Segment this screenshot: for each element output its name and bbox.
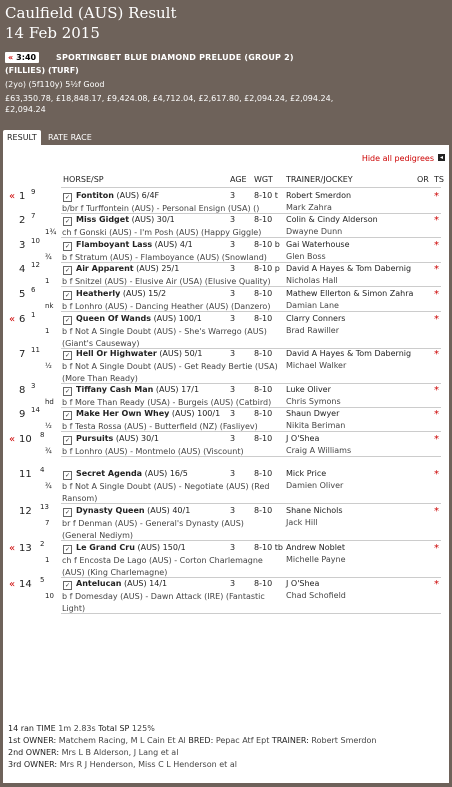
tracker-checkbox-icon[interactable]: ✓: [64, 509, 71, 516]
race-header: [0, 0, 452, 120]
pedigree: b f Not A Single Doubt (AUS) - Negotiate (AUS) (Red Ransom): [62, 482, 270, 503]
header-divider: [61, 187, 441, 188]
row-divider: [61, 262, 441, 263]
race-time-badge[interactable]: [5, 52, 39, 63]
jockey-name[interactable]: Nicholas Hall: [286, 276, 338, 285]
pedigree: br f Denman (AUS) - General's Dynasty (AUS) (General Nediym): [62, 519, 244, 540]
pedigree: ch f Encosta De Lago (AUS) - Corton Charlemagne (AUS) (King Charlemagne): [62, 556, 263, 577]
topspeed-star-icon: *: [434, 240, 439, 251]
horse-name-sp[interactable]: [76, 191, 159, 200]
prize-money: £63,350.78, £18,848.17, £9,424.08, £4,712.04, £2,617.80, £2,094.24, £2,094.24, £2,094.24: [5, 94, 334, 114]
row-divider: [61, 286, 441, 287]
horse-name[interactable]: Fontiton: [76, 191, 114, 200]
horse-weight: 8-10: [254, 434, 273, 443]
pedigree: b f Not A Single Doubt (AUS) - Get Ready Bertie (USA) (More Than Ready): [62, 362, 278, 383]
horse-name[interactable]: Queen Of Wands: [76, 314, 152, 323]
horse-name[interactable]: Air Apparent: [76, 264, 134, 273]
jockey-name[interactable]: Mark Zahra: [286, 203, 332, 212]
trainer-name[interactable]: Andrew Noblet: [286, 543, 345, 552]
finish-position: « 6: [9, 314, 26, 325]
row-divider: [61, 407, 441, 408]
beaten-margin: ½: [45, 422, 52, 430]
horse-weight: 8-10: [254, 409, 273, 418]
race-date: 14 Feb 2015: [5, 24, 100, 42]
pedigree: b f Stratum (AUS) - Flamboyance (AUS) (Snowland): [62, 253, 267, 262]
stall-draw: 14: [31, 406, 40, 414]
stall-draw: 4: [40, 466, 45, 474]
horse-weight: 8-10: [254, 469, 273, 478]
horse-weight: 8-10: [254, 314, 273, 323]
beaten-margin: ¾: [45, 253, 52, 261]
result-panel: [3, 145, 449, 783]
beaten-margin: 10: [45, 592, 54, 600]
row-divider: [61, 503, 441, 504]
horse-weight: 8-10: [254, 506, 273, 515]
runner-arrow-icon[interactable]: «: [9, 191, 16, 202]
tracker-checkbox-icon[interactable]: ✓: [64, 317, 71, 324]
horse-name[interactable]: Dynasty Queen: [76, 506, 145, 515]
trainer-name[interactable]: David A Hayes & Tom Dabernig: [286, 349, 412, 358]
trainer-name[interactable]: Shane Nichols: [286, 506, 343, 515]
race-time: 3:40: [16, 53, 37, 62]
finish-position: 8: [19, 385, 26, 396]
topspeed-star-icon: *: [434, 264, 439, 275]
headgear: b: [274, 240, 280, 249]
topspeed-star-icon: *: [434, 579, 439, 590]
pedigree: b f Not A Single Doubt (AUS) - She's Warrego (AUS) (Giant's Causeway): [62, 327, 267, 348]
horse-sp: (AUS) 25/1: [136, 264, 180, 273]
stall-draw: 2: [40, 540, 45, 548]
jockey-name[interactable]: Damien Oliver: [286, 481, 344, 490]
previous-race-arrow-icon[interactable]: «: [8, 53, 14, 62]
tracker-checkbox-icon[interactable]: ✓: [64, 194, 71, 201]
trainer-name[interactable]: Clarry Conners: [286, 314, 346, 323]
pedigree: b f Domesday (AUS) - Dawn Attack (IRE) (Fantastic Light): [62, 592, 265, 613]
jockey-name[interactable]: Brad Rawiller: [286, 326, 340, 335]
horse-name-sp[interactable]: [76, 434, 159, 443]
horse-age: 3: [230, 314, 236, 323]
horse-weight: 8-10 t: [254, 191, 278, 200]
horse-sp: (AUS) 30/1: [115, 434, 159, 443]
topspeed-star-icon: *: [434, 314, 439, 325]
horse-name[interactable]: Miss Gidget: [76, 215, 130, 224]
page-title: Caulfield (AUS) Result: [5, 4, 177, 22]
col-header-or: OR: [417, 175, 429, 184]
trainer-name[interactable]: Gai Waterhouse: [286, 240, 350, 249]
tracker-checkbox-icon[interactable]: ✓: [64, 218, 71, 225]
tracker-checkbox-icon[interactable]: ✓: [64, 388, 71, 395]
beaten-margin: 1: [45, 327, 50, 335]
horse-age: 3: [230, 506, 236, 515]
horse-name-sp[interactable]: [76, 289, 166, 298]
first-owner-line: 1st OWNER: Matchem Racing, M L Cain Et Al BRED: Pepac Atf Ept TRAINER: Robert Smerdon: [8, 736, 377, 745]
trainer-name[interactable]: David A Hayes & Tom Dabernig: [286, 264, 412, 273]
row-divider: [61, 311, 441, 312]
horse-name-sp[interactable]: [76, 215, 175, 224]
col-header-wgt: WGT: [254, 175, 273, 184]
finish-position: « 13: [9, 543, 32, 554]
horse-age: 3: [230, 409, 236, 418]
horse-name-sp[interactable]: [76, 469, 188, 478]
beaten-margin: ¾: [45, 482, 52, 490]
beaten-margin: 1: [45, 277, 50, 285]
jockey-name[interactable]: Chris Symons: [286, 397, 341, 406]
horse-sp: (AUS) 16/5: [144, 469, 188, 478]
horse-name-sp[interactable]: [76, 506, 190, 515]
trainer-name[interactable]: Shaun Dwyer: [286, 409, 340, 418]
jockey-name[interactable]: Michelle Payne: [286, 555, 346, 564]
row-divider: [61, 237, 441, 238]
horse-weight: 8-10 b: [254, 240, 280, 249]
horse-name-sp[interactable]: [76, 385, 199, 394]
race-name-continued: (FILLIES) (TURF): [5, 66, 79, 75]
stall-draw: 1: [31, 311, 36, 319]
tracker-checkbox-icon[interactable]: ✓: [64, 412, 71, 419]
horse-sp: (AUS) 100/1: [153, 314, 202, 323]
horse-age: 3: [230, 264, 236, 273]
stall-draw: 13: [40, 503, 49, 511]
hide-pedigrees-link[interactable]: Hide all pedigrees: [361, 154, 434, 163]
topspeed-star-icon: *: [434, 289, 439, 300]
horse-name-sp[interactable]: [76, 349, 202, 358]
horse-weight: 8-10 p: [254, 264, 280, 273]
row-divider: [61, 431, 441, 432]
jockey-name[interactable]: Dwayne Dunn: [286, 227, 343, 236]
pedigree: b f Lonhro (AUS) - Dancing Heather (AUS) (Danzero): [62, 302, 271, 311]
tracker-checkbox-icon[interactable]: ✓: [64, 352, 71, 359]
horse-name[interactable]: Le Grand Cru: [76, 543, 135, 552]
row-divider: [61, 383, 441, 384]
horse-sp: (AUS) 17/1: [155, 385, 200, 394]
horse-sp: (AUS) 150/1: [137, 543, 186, 552]
horse-sp: (AUS) 14/1: [123, 579, 168, 588]
horse-age: 3: [230, 191, 236, 200]
topspeed-star-icon: *: [434, 385, 439, 396]
topspeed-star-icon: *: [434, 506, 439, 517]
finish-position: « 1: [9, 191, 26, 202]
stall-draw: 5: [40, 576, 45, 584]
beaten-margin: 1: [45, 556, 50, 564]
jockey-name[interactable]: Craig A Williams: [286, 446, 352, 455]
trainer-name[interactable]: Robert Smerdon: [286, 191, 352, 200]
topspeed-star-icon: *: [434, 409, 439, 420]
beaten-margin: nk: [45, 302, 54, 310]
horse-name[interactable]: Antelucan: [76, 579, 122, 588]
stall-draw: 12: [31, 261, 40, 269]
jockey-name[interactable]: Jack Hill: [286, 518, 318, 527]
horse-name-sp[interactable]: [76, 543, 186, 552]
jockey-name[interactable]: Michael Walker: [286, 361, 347, 370]
finish-position: « 10: [9, 434, 32, 445]
beaten-margin: ½: [45, 362, 52, 370]
horse-age: 3: [230, 579, 236, 588]
horse-age: 3: [230, 349, 236, 358]
horse-sp: (AUS) 40/1: [147, 506, 191, 515]
beaten-margin: hd: [45, 398, 54, 406]
finish-position: 9: [19, 409, 26, 420]
trainer-name[interactable]: Colin & Cindy Alderson: [286, 215, 378, 224]
topspeed-star-icon: *: [434, 469, 439, 480]
tracker-checkbox-icon[interactable]: ✓: [64, 437, 71, 444]
pedigree: b f Testa Rossa (AUS) - Butterfield (NZ) (Fasliyev): [62, 422, 258, 431]
topspeed-star-icon: *: [434, 543, 439, 554]
pedigree: ch f Gonski (AUS) - I'm Posh (AUS) (Happy Giggle): [62, 228, 262, 237]
row-divider: [61, 456, 441, 457]
stall-draw: 7: [31, 212, 36, 220]
stall-draw: 10: [31, 237, 40, 245]
stall-draw: 11: [31, 346, 40, 354]
race-summary: 14 ran TIME 1m 2.83s Total SP 125%: [8, 724, 155, 733]
tab-bar: [0, 126, 452, 145]
row-divider: [61, 613, 441, 614]
tracker-checkbox-icon[interactable]: ✓: [64, 546, 71, 553]
trainer-name[interactable]: Luke Oliver: [286, 385, 331, 394]
horse-name[interactable]: Make Her Own Whey: [76, 409, 170, 418]
horse-sp: (AUS) 6/4F: [116, 191, 160, 200]
pedigree: b f More Than Ready (USA) - Burgeis (AUS) (Catbird): [62, 398, 272, 407]
topspeed-star-icon: *: [434, 434, 439, 445]
horse-weight: 8-10: [254, 385, 273, 394]
row-divider: [61, 540, 441, 541]
horse-name[interactable]: Tiffany Cash Man: [76, 385, 154, 394]
row-divider: [61, 577, 441, 578]
horse-name[interactable]: Heatherly: [76, 289, 121, 298]
horse-name-sp[interactable]: [76, 314, 202, 323]
finish-position: 2: [19, 215, 26, 226]
horse-name-sp[interactable]: [76, 409, 220, 418]
horse-sp: (AUS) 30/1: [131, 215, 175, 224]
tracker-checkbox-icon[interactable]: ✓: [64, 267, 71, 274]
tracker-checkbox-icon[interactable]: ✓: [64, 243, 71, 250]
stall-draw: 6: [31, 286, 36, 294]
horse-age: 3: [230, 434, 236, 443]
row-divider: [61, 213, 441, 214]
beaten-margin: ¾: [45, 447, 52, 455]
stall-draw: 8: [40, 431, 45, 439]
beaten-margin: 1¾: [45, 228, 57, 236]
finish-position: « 14: [9, 579, 32, 590]
col-header-age: AGE: [230, 175, 247, 184]
topspeed-star-icon: *: [434, 215, 439, 226]
tracker-checkbox-icon[interactable]: ✓: [64, 582, 71, 589]
jockey-name[interactable]: Damian Lane: [286, 301, 339, 310]
runner-arrow-icon[interactable]: «: [9, 434, 16, 445]
stall-draw: 3: [31, 382, 36, 390]
headgear: tb: [274, 543, 283, 552]
pedigree: b f Lonhro (AUS) - Montmelo (AUS) (Viscount): [62, 447, 244, 456]
horse-name[interactable]: Hell Or Highwater: [76, 349, 157, 358]
runner-arrow-icon[interactable]: «: [9, 579, 16, 590]
finish-position: 4: [19, 264, 26, 275]
trainer-name[interactable]: J O'Shea: [286, 434, 320, 443]
tab-rate-race[interactable]: RATE RACE: [48, 133, 92, 142]
tab-result[interactable]: RESULT: [3, 130, 41, 145]
horse-sp: (AUS) 50/1: [159, 349, 203, 358]
horse-weight: 8-10: [254, 579, 273, 588]
horse-age: 3: [230, 215, 236, 224]
race-conditions: (2yo) (5f110y) 5½f Good: [5, 80, 105, 89]
horse-age: 3: [230, 543, 236, 552]
jockey-name[interactable]: Chad Schofield: [286, 591, 346, 600]
horse-weight: 8-10: [254, 289, 273, 298]
tracker-checkbox-icon[interactable]: ✓: [64, 292, 71, 299]
topspeed-star-icon: *: [434, 349, 439, 360]
collapse-icon[interactable]: ◂: [439, 154, 443, 161]
finish-position: 11: [19, 469, 32, 480]
finish-position: 5: [19, 289, 26, 300]
horse-sp: (AUS) 15/2: [122, 289, 167, 298]
runner-arrow-icon[interactable]: «: [9, 543, 16, 554]
finish-position: 12: [19, 506, 32, 517]
col-header-trainer-jockey: TRAINER/JOCKEY: [286, 175, 353, 184]
horse-sp: (AUS) 100/1: [171, 409, 221, 418]
trainer-name[interactable]: J O'Shea: [286, 579, 320, 588]
second-owner-line: 2nd OWNER: Mrs L B Alderson, J Lang et al: [8, 748, 179, 757]
topspeed-star-icon: *: [434, 191, 439, 202]
jockey-name[interactable]: Glen Boss: [286, 252, 326, 261]
trainer-name[interactable]: Mick Price: [286, 469, 327, 478]
pedigree: b/br f Turffontein (AUS) - Personal Ensign (USA) (): [62, 204, 260, 213]
headgear: t: [274, 191, 278, 200]
beaten-margin: 7: [45, 519, 50, 527]
jockey-name[interactable]: Nikita Beriman: [286, 421, 346, 430]
horse-weight: 8-10 tb: [254, 543, 283, 552]
tracker-checkbox-icon[interactable]: ✓: [64, 472, 71, 479]
pedigree: b f Snitzel (AUS) - Elusive Air (USA) (Elusive Quality): [62, 277, 271, 286]
horse-age: 3: [230, 385, 236, 394]
headgear: p: [274, 264, 280, 273]
horse-name[interactable]: Pursuits: [76, 434, 114, 443]
horse-age: 3: [230, 289, 236, 298]
runner-arrow-icon[interactable]: «: [9, 314, 16, 325]
finish-position: 7: [19, 349, 26, 360]
col-header-ts: TS: [434, 175, 444, 184]
horse-name[interactable]: Flamboyant Lass: [76, 240, 153, 249]
horse-age: 3: [230, 469, 236, 478]
horse-age: 3: [230, 240, 236, 249]
horse-sp: (AUS) 4/1: [154, 240, 193, 249]
horse-name-sp[interactable]: [76, 264, 179, 273]
horse-weight: 8-10: [254, 215, 273, 224]
col-header-horse: HORSE/SP: [63, 175, 104, 184]
horse-name-sp[interactable]: [76, 240, 193, 249]
trainer-name[interactable]: Mathew Ellerton & Simon Zahra: [286, 289, 414, 298]
race-name: SPORTINGBET BLUE DIAMOND PRELUDE (GROUP 2): [56, 53, 294, 62]
horse-name-sp[interactable]: [76, 579, 167, 588]
finish-position: 3: [19, 240, 26, 251]
horse-weight: 8-10: [254, 349, 273, 358]
stall-draw: 9: [31, 188, 36, 196]
horse-name[interactable]: Secret Agenda: [76, 469, 143, 478]
third-owner-line: 3rd OWNER: Mrs R J Henderson, Miss C L Henderson et al: [8, 760, 237, 769]
